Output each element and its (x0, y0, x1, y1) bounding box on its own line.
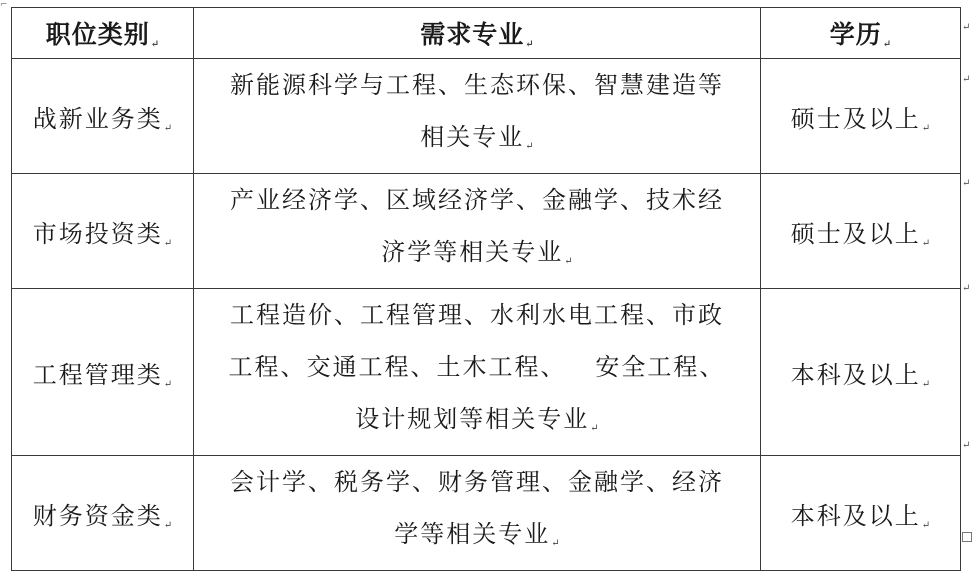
education-cell: 硕士及以上↵ (761, 174, 961, 289)
header-education: 学历↵ (761, 8, 961, 59)
major-cell (194, 59, 761, 174)
requirements-table (11, 7, 961, 571)
paragraph-mark-icon: ↵ (525, 39, 534, 50)
table-row (12, 456, 961, 571)
table-row (12, 289, 961, 456)
row-end-mark-icon: ↵ (962, 283, 971, 294)
table-row (12, 174, 961, 289)
paragraph-mark-icon: ↵ (163, 122, 173, 134)
major-line: 新能源科学与工程、生态环保、智慧建造等 (230, 71, 724, 99)
paragraph-mark-icon: ↵ (150, 39, 160, 50)
paragraph-mark-icon: ↵ (590, 423, 599, 434)
major-cell (194, 174, 761, 289)
major-line: 工程造价、工程管理、水利水电工程、市政 (230, 301, 724, 329)
major-line: 学等相关专业↵ (394, 520, 560, 549)
paragraph-mark-icon: ↵ (921, 237, 931, 249)
row-end-mark-icon: ↵ (962, 440, 971, 451)
education-cell: 本科及以上↵ (761, 456, 961, 571)
corner-mark: ⌐ (0, 0, 8, 10)
category-cell: 市场投资类↵ (12, 174, 194, 289)
table-end-marker (962, 532, 972, 542)
category-cell: 战新业务类↵ (12, 59, 194, 174)
major-cell (194, 289, 761, 456)
education-cell: 本科及以上↵ (761, 289, 961, 456)
paragraph-mark-icon: ↵ (163, 519, 173, 531)
major-line: 工程、交通工程、土木工程、 安全工程、 (228, 353, 726, 381)
row-end-mark-icon: ↵ (962, 178, 971, 189)
paragraph-mark-icon: ↵ (921, 378, 931, 390)
paragraph-mark-icon: ↵ (163, 378, 173, 390)
table-row (12, 59, 961, 174)
table-header-row (12, 8, 961, 59)
row-end-mark-icon: ↵ (962, 74, 971, 85)
category-cell: 工程管理类↵ (12, 289, 194, 456)
header-category: 职位类别↵ (12, 8, 194, 59)
paragraph-mark-icon: ↵ (551, 538, 560, 549)
paragraph-mark-icon: ↵ (564, 256, 573, 267)
category-cell: 财务资金类↵ (12, 456, 194, 571)
major-line: 相关专业↵ (420, 123, 534, 152)
major-line: 设计规划等相关专业↵ (355, 405, 599, 434)
paragraph-mark-icon: ↵ (921, 122, 931, 134)
paragraph-mark-icon: ↵ (163, 237, 173, 249)
paragraph-mark-icon: ↵ (882, 39, 892, 50)
row-end-mark-icon: ↵ (962, 22, 971, 33)
paragraph-mark-icon: ↵ (525, 141, 534, 152)
major-line: 产业经济学、区域经济学、金融学、技术经 (230, 186, 724, 214)
major-cell (194, 456, 761, 571)
major-line: 济学等相关专业↵ (381, 238, 573, 267)
education-cell: 硕士及以上↵ (761, 59, 961, 174)
major-line: 会计学、税务学、财务管理、金融学、经济 (230, 468, 724, 496)
header-major: 需求专业↵ (194, 8, 761, 59)
paragraph-mark-icon: ↵ (921, 519, 931, 531)
